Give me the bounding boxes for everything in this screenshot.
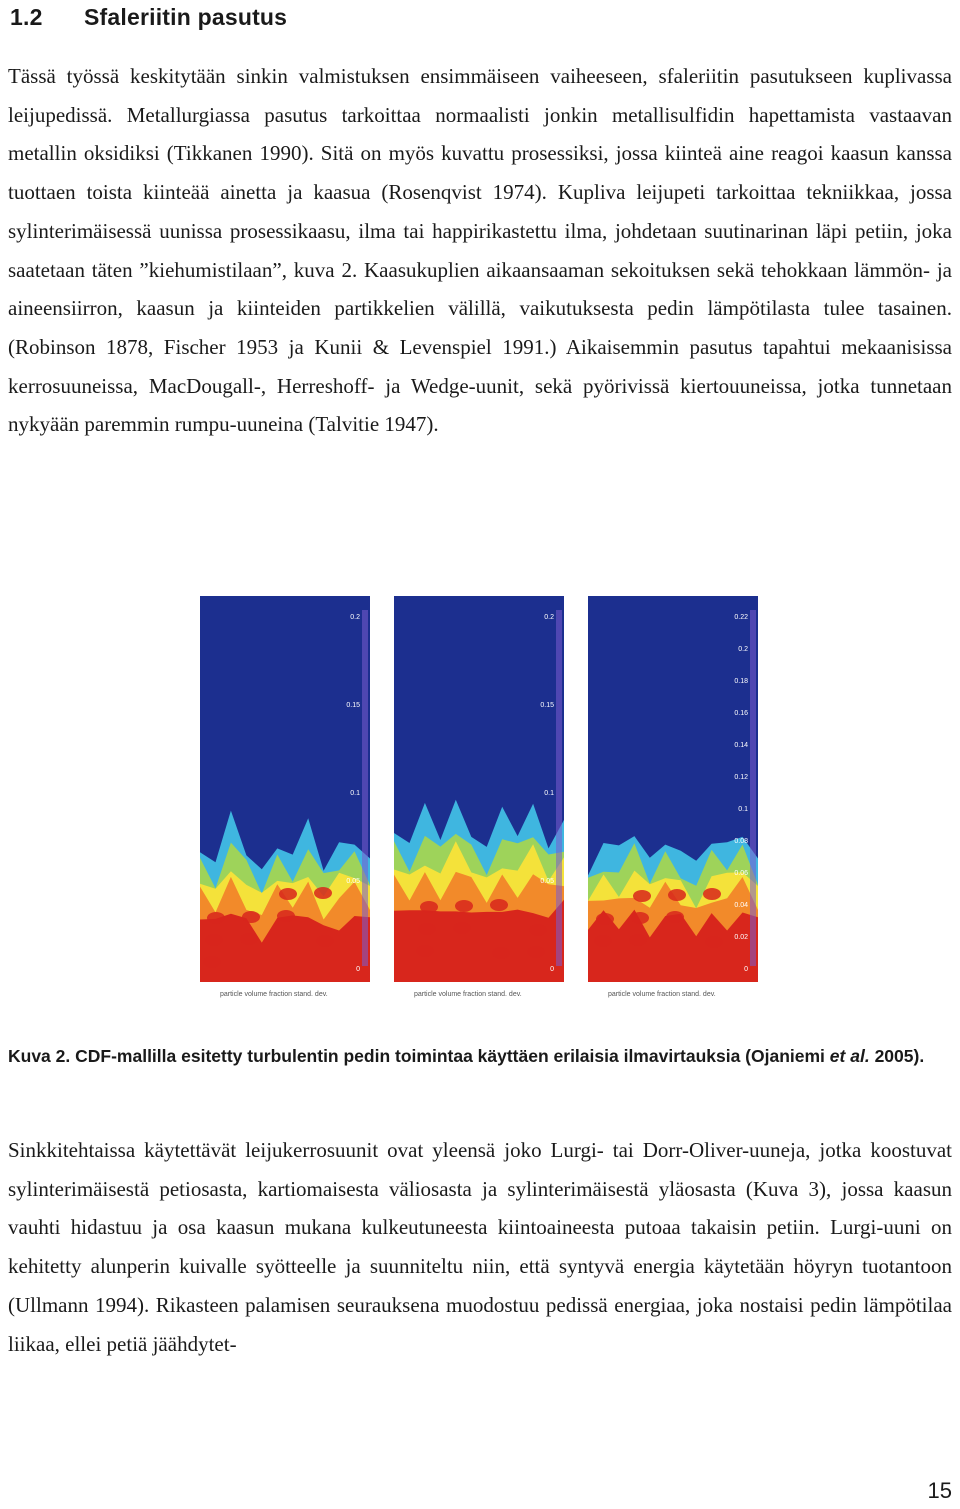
body-paragraph-1: Tässä työssä keskitytään sinkin valmistuksen ensimmäiseen vaiheeseen, sfaleriitin pasutukseen kuplivassa leijupedissä. Metallurgiassa pasutus tarkoittaa normaalisti jonkin metallisulfidin hapettamista vastaavan metallin oksidiksi (Tikkanen 1990). Sitä on myös kuvattu prosessiksi, jossa kiinteä aine reagoi kaasun kanssa tuottaen toista kiinteää ainetta ja kaasua (Rosenqvist 1974). Kupliva leijupeti tarkoittaa tekniikkaa, jossa sylinterimäisessä uunissa prosessikaasu, ilma tai happirikastettu ilma, johdetaan suutinarinan läpi petiin, joka saatetaan täten ”kiehumistilaan”, kuva 2. Kaasukuplien aikaansaaman sekoituksen sekä tehokkaan lämmön- ja aineensiirron, kaasun ja kiinteiden partikkelien välillä, vaikutuksesta pedin lämpötilasta tulee tasainen. (Robinson 1878, Fischer 1953 ja Kunii & Levenspiel 1991.) Aikaisemmin pasutus tapahtui mekaanisissa kerrosuuneissa, MacDougall-, Herreshoff- ja Wedge-uunit, sekä pyörivissä kiertouuneissa, jotka tunnetaan nykyään paremmin rumpu-uuneina (Talvitie 1947).	[8, 64, 952, 437]
colorbar-tick-label: 0.1	[738, 806, 748, 813]
colorbar-tick-label: 0	[356, 966, 360, 973]
contour-blob	[420, 901, 438, 913]
colorbar-tick-label: 0.15	[346, 702, 360, 709]
panel-xlabel: particle volume fraction stand. dev.	[608, 991, 716, 998]
panel-xlabel: particle volume fraction stand. dev.	[220, 991, 328, 998]
colorbar-tick-label: 0.16	[734, 710, 748, 717]
contour-blob	[242, 911, 260, 923]
caption-label: Kuva 2.	[8, 1046, 71, 1066]
contour-blob	[207, 912, 225, 924]
section-heading	[10, 4, 287, 31]
colorbar-tick-label: 0	[550, 966, 554, 973]
colorbar-tick-label: 0.2	[350, 614, 360, 621]
cfd-contour-panels	[190, 590, 772, 1004]
contour-blob	[279, 888, 297, 900]
contour-blob	[203, 956, 221, 968]
contour-blob	[703, 888, 721, 900]
contour-blob	[205, 934, 223, 946]
colorbar-tick-label: 0.15	[540, 702, 554, 709]
caption-text: CDF-mallilla esitetty turbulentin pedin toimintaa käyttäen erilaisia ilmavirtauksia (Ojaniemi	[75, 1046, 825, 1066]
contour-blob	[668, 889, 686, 901]
colorbar-tick-label: 0.22	[734, 614, 748, 621]
contour-blob	[240, 933, 258, 945]
contour-blob	[277, 910, 295, 922]
colorbar	[556, 610, 562, 966]
colorbar-tick-label: 0.06	[734, 870, 748, 877]
panel-xlabel: particle volume fraction stand. dev.	[414, 991, 522, 998]
cfd-figure	[190, 590, 772, 1004]
contour-blob	[594, 935, 612, 947]
body-paragraph-2: Sinkkitehtaissa käytettävät leijukerrosuunit ovat yleensä joko Lurgi- tai Dorr-Oliver-uuneja, jotka koostuvat sylinterimäisestä petiosasta, kartiomaisesta väliosasta ja sylinterimäisestä yläosasta (Kuva 3), jossa kaasun vauhti hidastuu ja osa kaasun mukana kulkeutuneesta kiintoaineesta putoaa takaisin petiin. Lurgi-uuni on kehitetty alunperin kuivalle syötteelle ja suunniteltu niin, että syntyvä energia käytetään höyryn tuotantoon (Ullmann 1994). Rikasteen palamisen seurauksena muodostuu pedissä energiaa, joka nostaisi pedin lämpötilaa liikaa, ellei petiä jäähdytet-	[8, 1138, 952, 1356]
colorbar-tick-label: 0.04	[734, 902, 748, 909]
section-title: Sfaleriitin pasutus	[84, 4, 288, 30]
contour-blob	[631, 912, 649, 924]
page-number: 15	[927, 1478, 952, 1503]
contour-blob	[453, 922, 471, 934]
figure-caption	[8, 1040, 952, 1073]
colorbar-tick-label: 0.14	[734, 742, 748, 749]
colorbar	[750, 610, 756, 966]
colorbar-tick-label: 0.12	[734, 774, 748, 781]
caption-text-end: 2005).	[874, 1046, 925, 1066]
contour-blob	[633, 890, 651, 902]
contour-blob	[316, 935, 334, 947]
colorbar-tick-label: 0.1	[544, 790, 554, 797]
caption-italic: et al.	[829, 1046, 870, 1066]
contour-blob	[490, 899, 508, 911]
contour-blob	[705, 936, 723, 948]
contour-blob	[529, 924, 547, 936]
colorbar-tick-label: 0	[744, 966, 748, 973]
colorbar-tick-label: 0.08	[734, 838, 748, 845]
colorbar-tick-label: 0.2	[738, 646, 748, 653]
contour-blob	[666, 911, 684, 923]
contour-blob	[418, 923, 436, 935]
contour-blob	[629, 934, 647, 946]
contour-blob	[527, 946, 545, 958]
colorbar-tick-label: 0.1	[350, 790, 360, 797]
section-number: 1.2	[10, 4, 43, 30]
contour-blob	[314, 887, 332, 899]
colorbar-tick-label: 0.02	[734, 934, 748, 941]
colorbar	[362, 610, 368, 966]
contour-blob	[596, 913, 614, 925]
contour-blob	[416, 945, 434, 957]
contour-blob	[455, 900, 473, 912]
colorbar-tick-label: 0.05	[346, 878, 360, 885]
colorbar-tick-label: 0.2	[544, 614, 554, 621]
colorbar-tick-label: 0.18	[734, 678, 748, 685]
colorbar-tick-label: 0.05	[540, 878, 554, 885]
contour-blob	[492, 947, 510, 959]
